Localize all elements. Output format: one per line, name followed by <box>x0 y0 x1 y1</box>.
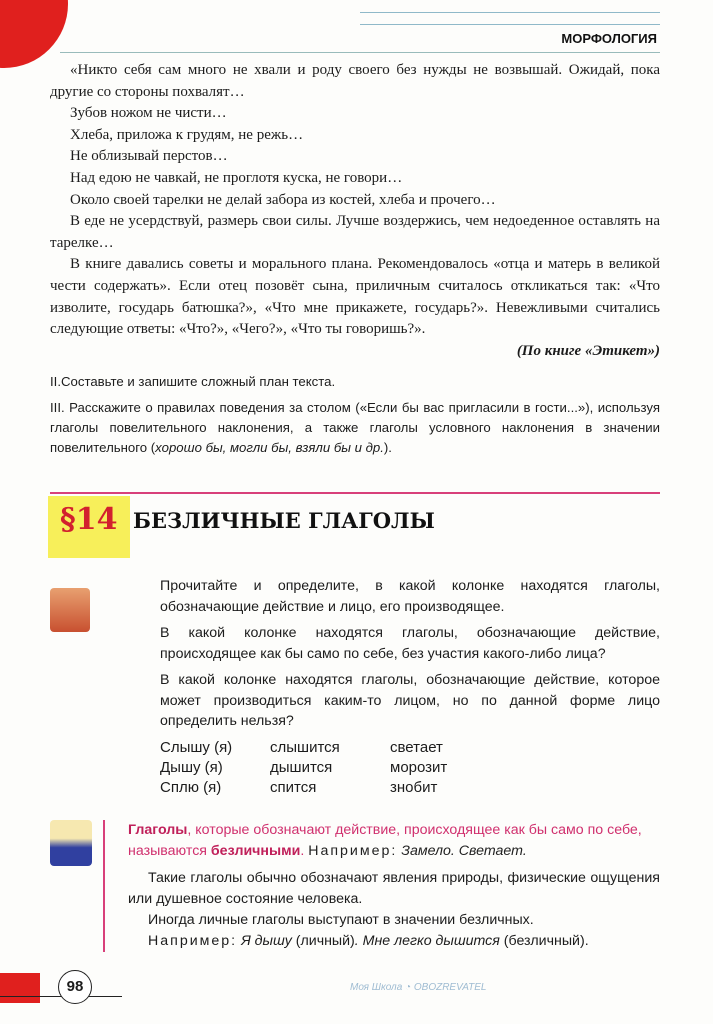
page-footer <box>50 970 660 1010</box>
word-row: Сплю (я) спится знобит <box>160 778 438 796</box>
paragraph: Не облизывай перстов… <box>70 148 228 165</box>
word-columns <box>160 738 660 798</box>
source-citation: (По книге «Этикет») <box>516 342 660 359</box>
paragraph: Хлеба, приложа к грудям, не режь… <box>70 126 304 143</box>
rule-box: Глаголы, которые обозначают действие, происходящее как бы само по себе, называются безличными. Например: Замело. Светает. <box>128 821 642 859</box>
tasks <box>50 372 660 464</box>
paragraph: Над едою не чавкай, не проглотя куска, не говори… <box>70 169 403 186</box>
paragraph: В какой колонке находятся глаголы, обозначающие действие, которое может производиться каким-то лицом, но по данной форме лицо определить нельзя? <box>160 672 660 730</box>
section-title: БЕЗЛИЧНЫЕ ГЛАГОЛЫ <box>133 508 435 534</box>
word-row: Слышу (я) слышится светает <box>160 738 443 756</box>
reading-text <box>50 60 660 362</box>
exercise-text <box>160 576 660 798</box>
paragraph: В еде не усердствуй, размерь свои силы. Лучше воздержись, чем недоеденное оставлять на тарелке… <box>50 213 660 251</box>
boy-rule-icon <box>50 820 92 866</box>
notes: Такие глаголы обычно обозначают явления природы, физические ощущения или душевное состояние человека. Иногда личные глаголы выступают в значении безличных. Например: Я дышу (личный). Мне легко дышится (безличный). <box>128 869 660 949</box>
magnifier-reading-icon <box>50 588 90 632</box>
word-row: Дышу (я) дышится морозит <box>160 758 448 776</box>
section-number: §14 <box>60 502 118 538</box>
paragraph: Зубов ножом не чисти… <box>70 105 227 122</box>
header-line <box>360 24 660 25</box>
paragraph: В какой колонке находятся глаголы, обозначающие действие, происходящее как бы само по себе, без участия какого-либо лица? <box>160 625 660 662</box>
task-3: III. Расскажите о правилах поведения за столом («Если бы вас пригласили в гости...»), используя глаголы повелительного наклонения, а также глаголы условного наклонения в значении повелительного (хорошо бы, могли бы, взяли бы и др.). <box>50 400 660 456</box>
paragraph: Прочитайте и определите, в какой колонке находятся глаголы, обозначающие действие и лицо, его производящее. <box>160 578 660 615</box>
watermark: Моя Школа ◔ OBOZREVATEL <box>350 982 487 993</box>
paragraph: Около своей тарелки не делай забора из костей, хлеба и прочего… <box>70 191 496 208</box>
task-2: II.Составьте и запишите сложный план текста. <box>50 374 336 390</box>
section-header <box>50 492 660 558</box>
header-line <box>60 52 660 53</box>
rule-border <box>103 820 105 952</box>
red-footer-decoration <box>0 973 40 1003</box>
exercise <box>50 576 660 798</box>
page-number: 98 <box>58 970 92 1004</box>
page-header <box>50 0 660 60</box>
running-header: МОРФОЛОГИЯ <box>561 31 657 46</box>
paragraph: В книге давались советы и морального плана. Рекомендовалось «отца и матерь в великой чести содержать». Если отец позовёт сына, приличным считалось откликаться так: «Что изволите, государь батюшка?», «Что мне прикажете, государь?». Невежливыми считались следующие ответы: «Что?», «Чего?», «Что ты говоришь?». <box>50 256 660 338</box>
rule-section <box>50 820 660 952</box>
header-line <box>360 12 660 13</box>
paragraph: «Никто себя сам много не хвали и роду своего без нужды не возвышай. Ожидай, пока другие со стороны похвалят… <box>50 62 660 100</box>
